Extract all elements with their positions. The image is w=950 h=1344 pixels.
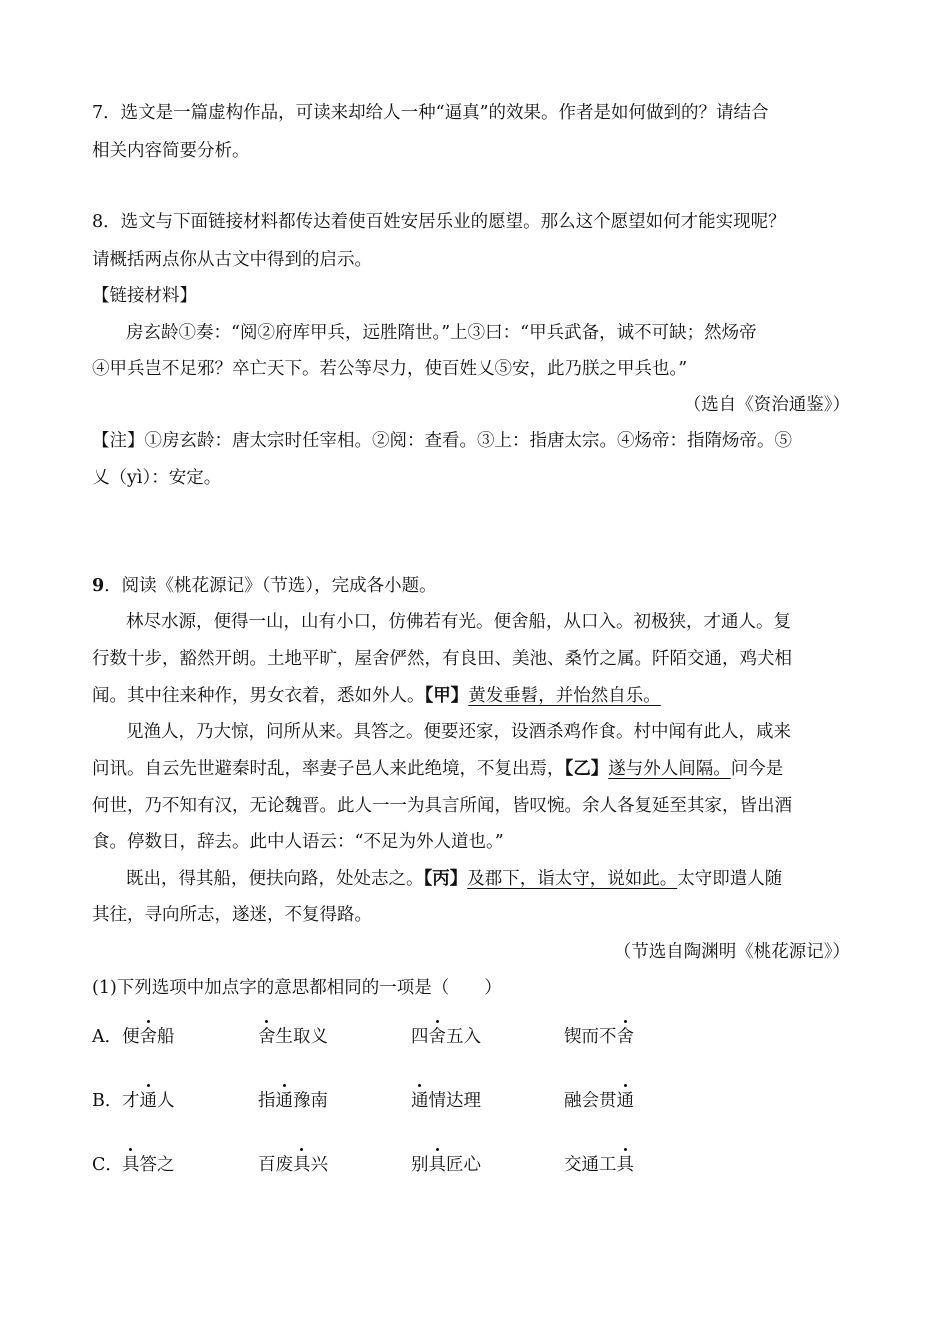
q8-source: （选自《资治通鉴》） <box>683 395 850 415</box>
option-b-item-1 <box>122 1089 175 1113</box>
q9-p1-line-3 <box>92 684 661 708</box>
option-c-item-1 <box>122 1153 175 1177</box>
emphasis-dot-char: 舍 <box>616 1027 634 1047</box>
option-b-item-2-pre: 指 <box>258 1091 276 1111</box>
q9-title <box>92 574 437 598</box>
emphasis-dot-char: 具 <box>122 1155 140 1175</box>
option-a-item-3-pre: 四 <box>411 1027 429 1047</box>
q9-p2-line-2-text: 问讯。自云先世避秦时乱，率妻子邑人来此绝境，不复出焉， <box>92 759 565 779</box>
q8-line-2: 请概括两点你从古文中得到的启示。 <box>92 250 372 270</box>
emphasis-dot-char: 通 <box>139 1091 157 1111</box>
q9-p1-line-1: 林尽水源，便得一山，山有小口，仿佛若有光。便舍船，从口入。初极狭，才通人。复 <box>126 612 791 632</box>
q9-source: （节选自陶渊明《桃花源记》） <box>613 942 850 962</box>
option-a-item-1-pre: 便 <box>122 1027 140 1047</box>
underlined-sentence-yi: 遂与外人间隔。 <box>608 759 731 779</box>
emphasis-dot-char: 具 <box>293 1155 311 1175</box>
q8-note-2: 乂（yì）：安定。 <box>92 468 222 488</box>
emphasis-dot-char: 舍 <box>428 1027 446 1047</box>
q9-sub-question-1: (1)下列选项中加点字的意思都相同的一项是（ ） <box>92 978 502 998</box>
q9-title-text: ．阅读《桃花源记》（节选），完成各小题。 <box>104 576 437 596</box>
q8-material-label: 【链接材料】 <box>92 286 197 306</box>
option-c-item-2-pre: 百废 <box>258 1155 293 1175</box>
option-a-label[interactable]: A． <box>92 1027 123 1047</box>
option-b-item-2 <box>258 1089 328 1113</box>
q9-p3-line-1 <box>126 867 782 891</box>
q9-p1-line-3-text: 闻。其中往来种作，男女衣着，悉如外人。 <box>92 686 425 706</box>
option-a-item-1-post: 船 <box>157 1027 175 1047</box>
q7-line-1: 7．选文是一篇虚构作品，可读来却给人一种“逼真”的效果。作者是如何做到的？请结合 <box>92 103 769 123</box>
option-a-item-4-pre: 锲而不 <box>564 1027 617 1047</box>
option-b-item-4-pre: 融会贯 <box>564 1091 617 1111</box>
q9-p2-line-2-tail: 问今是 <box>730 759 784 779</box>
option-c-item-2-post: 兴 <box>310 1155 328 1175</box>
marker-yi: 【乙】 <box>564 759 609 779</box>
option-c-item-3-pre: 别 <box>411 1155 429 1175</box>
emphasis-dot-char: 舍 <box>139 1027 157 1047</box>
emphasis-dot-char: 通 <box>275 1091 293 1111</box>
marker-jia: 【甲】 <box>424 686 469 706</box>
option-b-item-3 <box>411 1089 481 1113</box>
q9-p2-line-1: 见渔人，乃大惊，问所从来。具答之。便要还家，设酒杀鸡作食。村中闻有此人，咸来 <box>126 722 791 742</box>
emphasis-dot-char: 通 <box>411 1091 429 1111</box>
underlined-sentence-bing: 及郡下，诣太守，说如此。 <box>467 869 678 889</box>
option-c-item-3-post: 匠心 <box>446 1155 481 1175</box>
q9-p3-line-1-tail: 太守即遣人随 <box>677 869 783 889</box>
emphasis-dot-char: 具 <box>616 1155 634 1175</box>
option-b-item-1-pre: 才 <box>122 1091 140 1111</box>
option-a-item-3 <box>411 1025 481 1049</box>
emphasis-dot-char: 通 <box>616 1091 634 1111</box>
option-c-label[interactable]: C． <box>92 1155 123 1175</box>
option-a-item-2-post: 生取义 <box>275 1027 328 1047</box>
q8-material-p1: 房玄龄①奏：“阅②府库甲兵，远胜隋世。”上③曰：“甲兵武备，诚不可缺；然炀帝 <box>126 323 757 343</box>
q8-line-1: 8．选文与下面链接材料都传达着使百姓安居乐业的愿望。那么这个愿望如何才能实现呢？ <box>92 212 786 232</box>
q9-p2-line-4: 食。停数日，辞去。此中人语云：“不足为外人道也。” <box>92 832 504 852</box>
q7-line-2: 相关内容简要分析。 <box>92 141 250 161</box>
option-c-item-4-pre: 交通工 <box>564 1155 617 1175</box>
q9-p1-line-2: 行数十步，豁然开朗。土地平旷，屋舍俨然，有良田、美池、桑竹之属。阡陌交通，鸡犬相 <box>92 649 792 669</box>
option-c-item-3 <box>411 1153 481 1177</box>
q9-p3-line-1-text: 既出，得其船，便扶向路，处处志之。 <box>126 869 424 889</box>
option-b-label[interactable]: B． <box>92 1091 123 1111</box>
option-a-item-3-post: 五入 <box>446 1027 481 1047</box>
option-b-item-4 <box>564 1089 634 1113</box>
option-a-item-2 <box>258 1025 328 1049</box>
q9-p2-line-2 <box>92 757 783 781</box>
q9-p2-line-3: 何世，乃不知有汉，无论魏晋。此人一一为具言所闻，皆叹惋。余人各复延至其家，皆出酒 <box>92 796 792 816</box>
q9-number: 9 <box>92 576 105 596</box>
option-c-item-4 <box>564 1153 634 1177</box>
option-b-item-1-post: 人 <box>157 1091 175 1111</box>
emphasis-dot-char: 舍 <box>258 1027 276 1047</box>
marker-bing: 【丙】 <box>423 869 468 889</box>
underlined-sentence-jia: 黄发垂髫，并怡然自乐。 <box>468 686 661 706</box>
option-c-item-2 <box>258 1153 328 1177</box>
q8-note-1: 【注】①房玄龄：唐太宗时任宰相。②阅：查看。③上：指唐太宗。④炀帝：指隋炀帝。⑤ <box>92 431 792 451</box>
option-a-item-4 <box>564 1025 634 1049</box>
option-b-item-3-post: 情达理 <box>428 1091 481 1111</box>
q9-p3-line-2: 其往，寻向所志，遂迷，不复得路。 <box>92 905 372 925</box>
option-b-item-2-post: 豫南 <box>293 1091 328 1111</box>
option-a-item-1 <box>122 1025 175 1049</box>
q8-material-p2: ④甲兵岂不足邪？卒亡天下。若公等尽力，使百姓乂⑤安，此乃朕之甲兵也。” <box>92 359 688 379</box>
option-c-item-1-post: 答之 <box>139 1155 175 1175</box>
emphasis-dot-char: 具 <box>428 1155 446 1175</box>
